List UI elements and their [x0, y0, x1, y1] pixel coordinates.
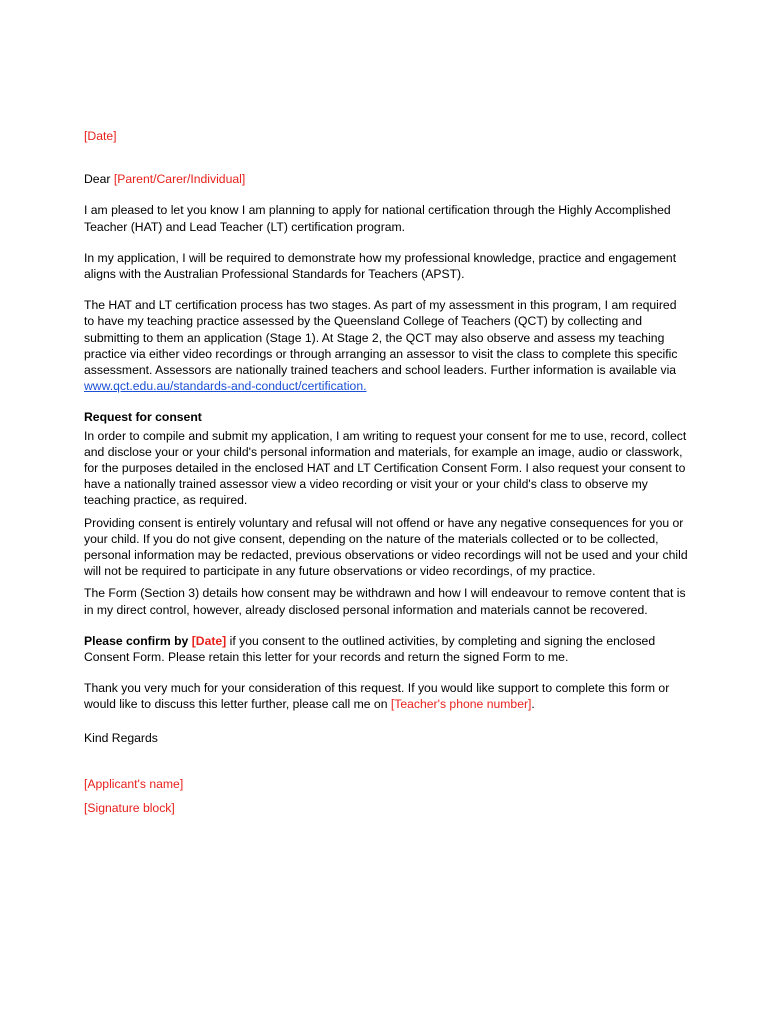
salutation [84, 171, 688, 187]
confirm-paragraph [84, 633, 688, 665]
signature-block-placeholder: [Signature block] [84, 801, 175, 816]
thanks-end: . [531, 697, 535, 712]
date-placeholder: [Date] [84, 129, 117, 143]
consent-heading: Request for consent [84, 410, 202, 425]
salutation-prefix: Dear [84, 172, 114, 187]
applicant-name-placeholder: [Applicant's name] [84, 776, 184, 791]
thanks-text: Thank you very much for your consideration of this request. If you would like support to complete this form or would like to discuss this letter further, please call me on [84, 681, 670, 712]
certification-process-paragraph [84, 297, 688, 394]
withdrawal-paragraph: The Form (Section 3) details how consent may be withdrawn and how I will endeavour to remove content that is in my direct control, however, already disclosed personal information and materials cannot be recovered. [84, 586, 686, 617]
confirm-rest-text: if you consent to the outlined activities, by completing and signing the enclosed Consent Form. Please retain this letter for your records and return the signed Form to me. [84, 633, 656, 665]
intro-paragraph: I am pleased to let you know I am planning to apply for national certification through the Highly Accomplished Teacher (HAT) and Lead Teacher (LT) certification program. [84, 203, 671, 234]
letter-body [84, 128, 688, 816]
consent-request-paragraph: In order to compile and submit my application, I am writing to request your consent for me to use, record, collect and disclose your or your child's personal information and materials, for example an image, audio or classwork, for the purposes detailed in the enclosed HAT and LT Certification Consent Form. I also request your consent to have a nationally trained assessor view a video recording or visit your or your child's class to observe my teaching practice, as required. [84, 428, 687, 508]
confirm-date-placeholder: [Date] [191, 633, 227, 648]
recipient-placeholder: [Parent/Carer/Individual] [113, 172, 246, 187]
closing: Kind Regards [84, 730, 158, 745]
apst-paragraph: In my application, I will be required to demonstrate how my professional knowledge, practice and engagement aligns with the Australian Professional Standards for Teachers (APST). [84, 250, 677, 282]
qct-certification-link[interactable]: www.qct.edu.au/standards-and-conduct/certification. [84, 379, 367, 394]
phone-placeholder: [Teacher's phone number] [390, 697, 532, 712]
certification-process-text: The HAT and LT certification process has two stages. As part of my assessment in this program, I am required to have my teaching practice assessed by the Queensland College of Teachers (QCT) by collecting and submitting to them an application (Stage 1). At Stage 2, the QCT may also observe and assess my teaching practice via either video recordings or through arranging an assessor to visit the class to complete this specific assessment. Assessors are nationally trained teachers and school leaders. Further information is available via [84, 298, 678, 378]
thanks-paragraph [84, 680, 688, 712]
voluntary-consent-paragraph: Providing consent is entirely voluntary and refusal will not offend or have any negative consequences for you or your child. If you do not give consent, depending on the nature of the materials collected or to be collected, personal information may be redacted, previous observations or video recordings will not be used and your child will not be required to participate in any future observations or video recordings, of my practice. [84, 515, 688, 579]
confirm-bold-text: Please confirm by [84, 633, 192, 648]
